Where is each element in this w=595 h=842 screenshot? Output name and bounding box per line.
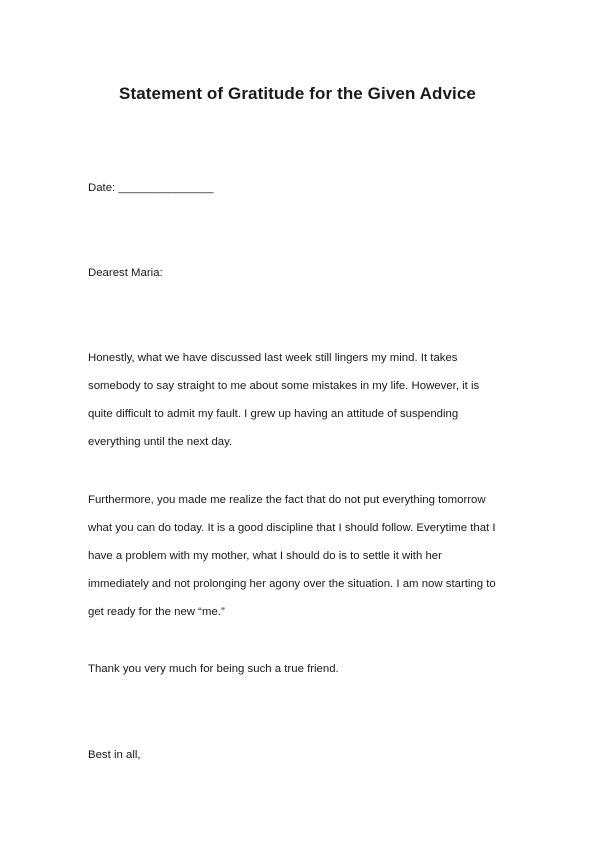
paragraph-line: have a problem with my mother, what I should do is to settle it with her (88, 550, 442, 562)
thanks-line: Thank you very much for being such a true friend. (88, 663, 339, 675)
salutation: Dearest Maria: (88, 267, 163, 279)
paragraph-line: everything until the next day. (88, 436, 233, 448)
paragraph-line: Honestly, what we have discussed last week still lingers my mind. It takes (88, 352, 458, 364)
closing: Best in all, (88, 749, 141, 761)
document-title: Statement of Gratitude for the Given Advice (119, 84, 476, 103)
paragraph-line: somebody to say straight to me about some mistakes in my life. However, it is (88, 380, 480, 392)
paragraph-line: quite difficult to admit my fault. I grew up having an attitude of suspending (88, 408, 459, 420)
paragraph-line: Furthermore, you made me realize the fact that do not put everything tomorrow (88, 494, 486, 506)
paragraph-line: what you can do today. It is a good discipline that I should follow. Everytime that I (88, 522, 496, 534)
paragraph-line: immediately and not prolonging her agony over the situation. I am now starting to (88, 578, 496, 590)
paragraph-line: get ready for the new “me.” (88, 606, 225, 618)
date-line: Date: _______________ (88, 182, 214, 194)
